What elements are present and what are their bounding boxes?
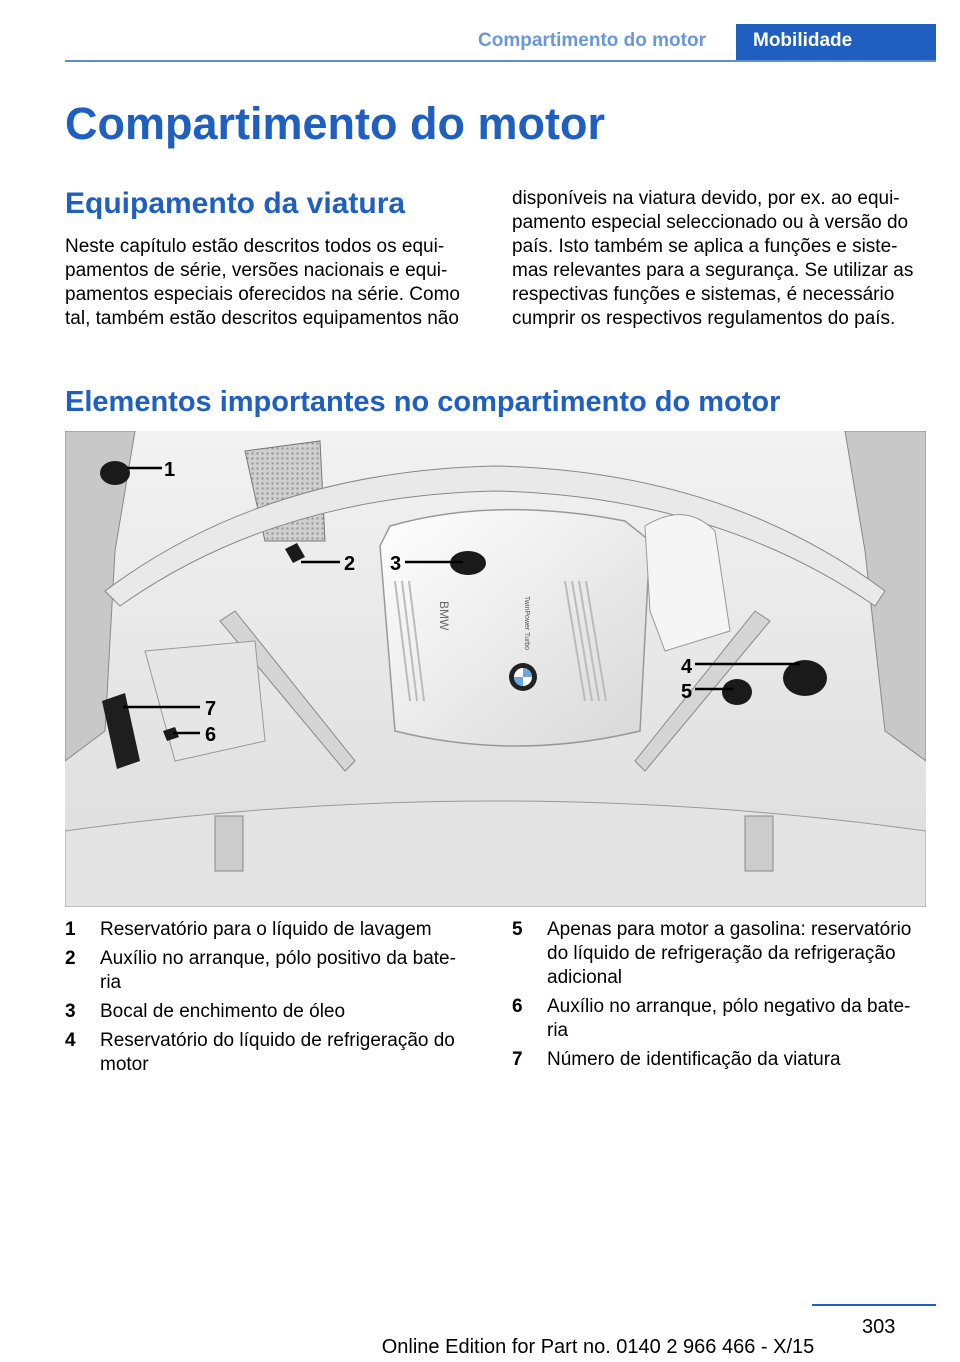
engine-coolant-cap [783,660,827,696]
page-title: Compartimento do motor [65,98,605,149]
legend-item [65,947,475,995]
legend-number: 6 [512,996,523,1017]
engine-compartment-figure [65,431,926,907]
callout-6: 6 [205,724,217,746]
legend-text: Auxílio no arranque, pólo negativo da bate- ria [547,996,911,1041]
legend-item [65,1000,475,1024]
legend-text: Bocal de enchimento de óleo [100,1001,346,1022]
legend-item [65,1029,475,1077]
legend-number: 2 [65,948,76,969]
header-section-title: Compartimento do motor [478,30,706,51]
footer-divider [812,1304,936,1306]
header-tab-mobilidade[interactable]: Mobilidade [736,24,936,62]
legend-text: Auxílio no arranque, pólo positivo da bate- ria [100,948,456,993]
footer-edition [0,1336,960,1359]
section1-paragraph-col2: disponíveis na viatura devido, por ex. ao equi- pamento especial seleccionado ou à versão do país. Isto também se aplica a funções e siste- mas relevantes para a segurança. Se utilizar as respectivas funções e sistemas, é necessário cumprir os respectivos regulamentos do país. [512,188,914,329]
twinpower-badge: TwinPower Turbo [523,596,530,651]
engine-cover [380,510,650,746]
legend-number: 4 [65,1030,76,1051]
legend-number: 5 [512,919,523,940]
legend-text: Reservatório para o líquido de lavagem [100,919,432,940]
callout-5: 5 [681,681,693,703]
page-number: 303 [862,1316,896,1338]
callout-2: 2 [344,553,356,575]
section-title-equipamento: Equipamento da viatura [65,187,406,220]
auxiliary-coolant-cap [722,679,752,705]
section1-paragraph-col1: Neste capítulo estão descritos todos os equi- pamentos de série, versões nacionais e equi- pamentos especiais oferecidos na série. Como tal, também estão descritos equipamentos não [65,236,460,329]
legend-list-left [65,918,475,1082]
legend-list-right [512,918,922,1077]
legend-text: Apenas para motor a gasolina: reservatório do líquido de refrigeração da refrigeração adicional [547,919,912,988]
callout-1: 1 [164,459,176,481]
legend-text: Reservatório do líquido de refrigeração do motor [100,1030,455,1075]
legend-number: 3 [65,1001,76,1022]
callout-4: 4 [681,656,693,678]
callout-3: 3 [390,553,402,575]
washer-fluid-cap [100,461,130,485]
legend-item [65,918,475,942]
cover-bmw-lettering: BMW [437,601,451,631]
legend-text: Número de identificação da viatura [547,1049,841,1070]
legend-item [512,918,922,990]
legend-item [512,995,922,1043]
legend-number: 1 [65,919,76,940]
footer-edition-text: Online Edition for Part no. 0140 2 966 466 - X/15 [381,1336,815,1358]
callout-7: 7 [205,698,217,720]
bmw-logo [509,663,537,691]
header-divider [65,60,936,62]
section-title-elementos: Elementos importantes no compartimento do motor [65,386,781,418]
legend-item [512,1048,922,1072]
legend-number: 7 [512,1049,523,1070]
